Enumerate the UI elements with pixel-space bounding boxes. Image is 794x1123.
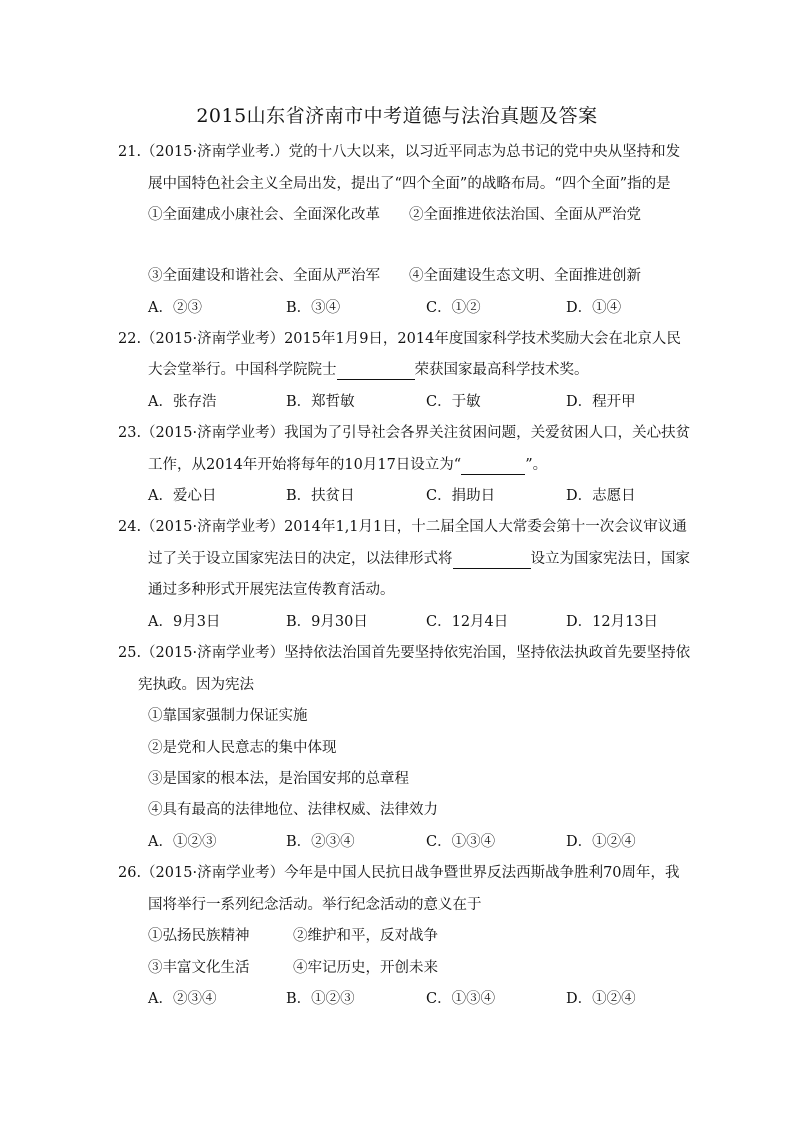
option-c: C．①③④ bbox=[426, 834, 496, 850]
option-c: C．①③④ bbox=[426, 991, 496, 1007]
question-21-text-line-1: 21.（2015·济南学业考.）党的十八大以来，以习近平同志为总书记的党中央从坚持和发 bbox=[118, 144, 681, 160]
question-21-text-line-2: 展中国特色社会主义全局出发，提出了“四个全面”的战略布局。“四个全面”指的是 bbox=[148, 176, 671, 192]
question-25-statement-4: ④具有最高的法律地位、法律权威、法律效力 bbox=[148, 802, 438, 818]
option-d: D．①④ bbox=[566, 300, 622, 316]
option-b: B．③④ bbox=[286, 300, 341, 316]
answer-blank bbox=[461, 458, 525, 475]
question-25-statement-3: ③是国家的根本法，是治国安邦的总章程 bbox=[148, 771, 409, 787]
option-c: C．捐助日 bbox=[426, 488, 496, 504]
question-24-text-line-2 bbox=[148, 549, 690, 569]
question-24-text-line-1: 24.（2015·济南学业考）2014年1,1月1日，十二届全国人大常委会第十一次会议审议通 bbox=[118, 519, 687, 535]
question-26-text-line-1: 26.（2015·济南学业考）今年是中国人民抗日战争暨世界反法西斯战争胜利70周年，我 bbox=[118, 865, 680, 881]
option-b: B．①②③ bbox=[286, 991, 355, 1007]
question-26-statement-3-4: ③丰富文化生活 ④牢记历史，开创未来 bbox=[148, 960, 438, 976]
question-22-text-line-1: 22.（2015·济南学业考）2015年1月9日，2014年度国家科学技术奖励大会在北京人民 bbox=[118, 331, 681, 347]
option-b: B．扶贫日 bbox=[286, 488, 355, 504]
option-a: A．爱心日 bbox=[148, 488, 217, 504]
option-a: A．②③ bbox=[148, 300, 202, 316]
option-a: A．①②③ bbox=[148, 834, 217, 850]
answer-blank bbox=[453, 552, 531, 569]
question-23-text-before-blank: 工作，从2014年开始将每年的10月17日设立为“ bbox=[148, 457, 462, 473]
option-a: A．张存浩 bbox=[148, 394, 217, 410]
question-26-text-line-2: 国将举行一系列纪念活动。举行纪念活动的意义在于 bbox=[148, 897, 482, 913]
option-b: B．9月30日 bbox=[286, 614, 368, 630]
option-a: A．②③④ bbox=[148, 991, 217, 1007]
option-c: C．①② bbox=[426, 300, 481, 316]
question-23-text-after-blank: ”。 bbox=[525, 457, 548, 473]
answer-blank bbox=[337, 363, 415, 380]
question-25-text-line-1: 25.（2015·济南学业考）坚持依法治国首先要坚持依宪治国，坚持依法执政首先要坚持依 bbox=[118, 645, 691, 661]
question-23-text-line-2 bbox=[148, 455, 547, 475]
option-d: D．①②④ bbox=[566, 991, 636, 1007]
question-23-text-line-1: 23.（2015·济南学业考）我国为了引导社会各界关注贫困问题，关爱贫困人口，关心扶贫 bbox=[118, 425, 691, 441]
option-d: D．志愿日 bbox=[566, 488, 636, 504]
option-c: C．于敏 bbox=[426, 394, 481, 410]
question-22-text-before-blank: 大会堂举行。中国科学院院士 bbox=[148, 362, 337, 378]
question-21-statement-3-4: ③全面建设和谐社会、全面从严治军 ④全面建设生态文明、全面推进创新 bbox=[148, 268, 641, 284]
option-b: B．郑哲敏 bbox=[286, 394, 355, 410]
option-c: C．12月4日 bbox=[426, 614, 509, 630]
question-22-text-line-2 bbox=[148, 360, 589, 380]
question-26-statement-1-2: ①弘扬民族精神 ②维护和平，反对战争 bbox=[148, 928, 438, 944]
option-b: B．②③④ bbox=[286, 834, 355, 850]
question-25-statement-1: ①靠国家强制力保证实施 bbox=[148, 708, 308, 724]
question-24-text-after-blank: 设立为国家宪法日，国家 bbox=[530, 551, 690, 567]
question-25-text-line-2: 宪执政。因为宪法 bbox=[138, 677, 254, 693]
question-24-text-line-3: 通过多种形式开展宪法宣传教育活动。 bbox=[148, 582, 395, 598]
page-title: 2015山东省济南市中考道德与法治真题及答案 bbox=[196, 105, 598, 127]
option-d: D．12月13日 bbox=[566, 614, 659, 630]
question-21-statement-1-2: ①全面建成小康社会、全面深化改革 ②全面推进依法治国、全面从严治党 bbox=[148, 207, 641, 223]
option-a: A．9月3日 bbox=[148, 614, 221, 630]
question-22-text-after-blank: 荣获国家最高科学技术奖。 bbox=[414, 362, 589, 378]
question-25-statement-2: ②是党和人民意志的集中体现 bbox=[148, 740, 337, 756]
question-24-text-before-blank: 过了关于设立国家宪法日的决定，以法律形式将 bbox=[148, 551, 453, 567]
option-d: D．程开甲 bbox=[566, 394, 636, 410]
option-d: D．①②④ bbox=[566, 834, 636, 850]
